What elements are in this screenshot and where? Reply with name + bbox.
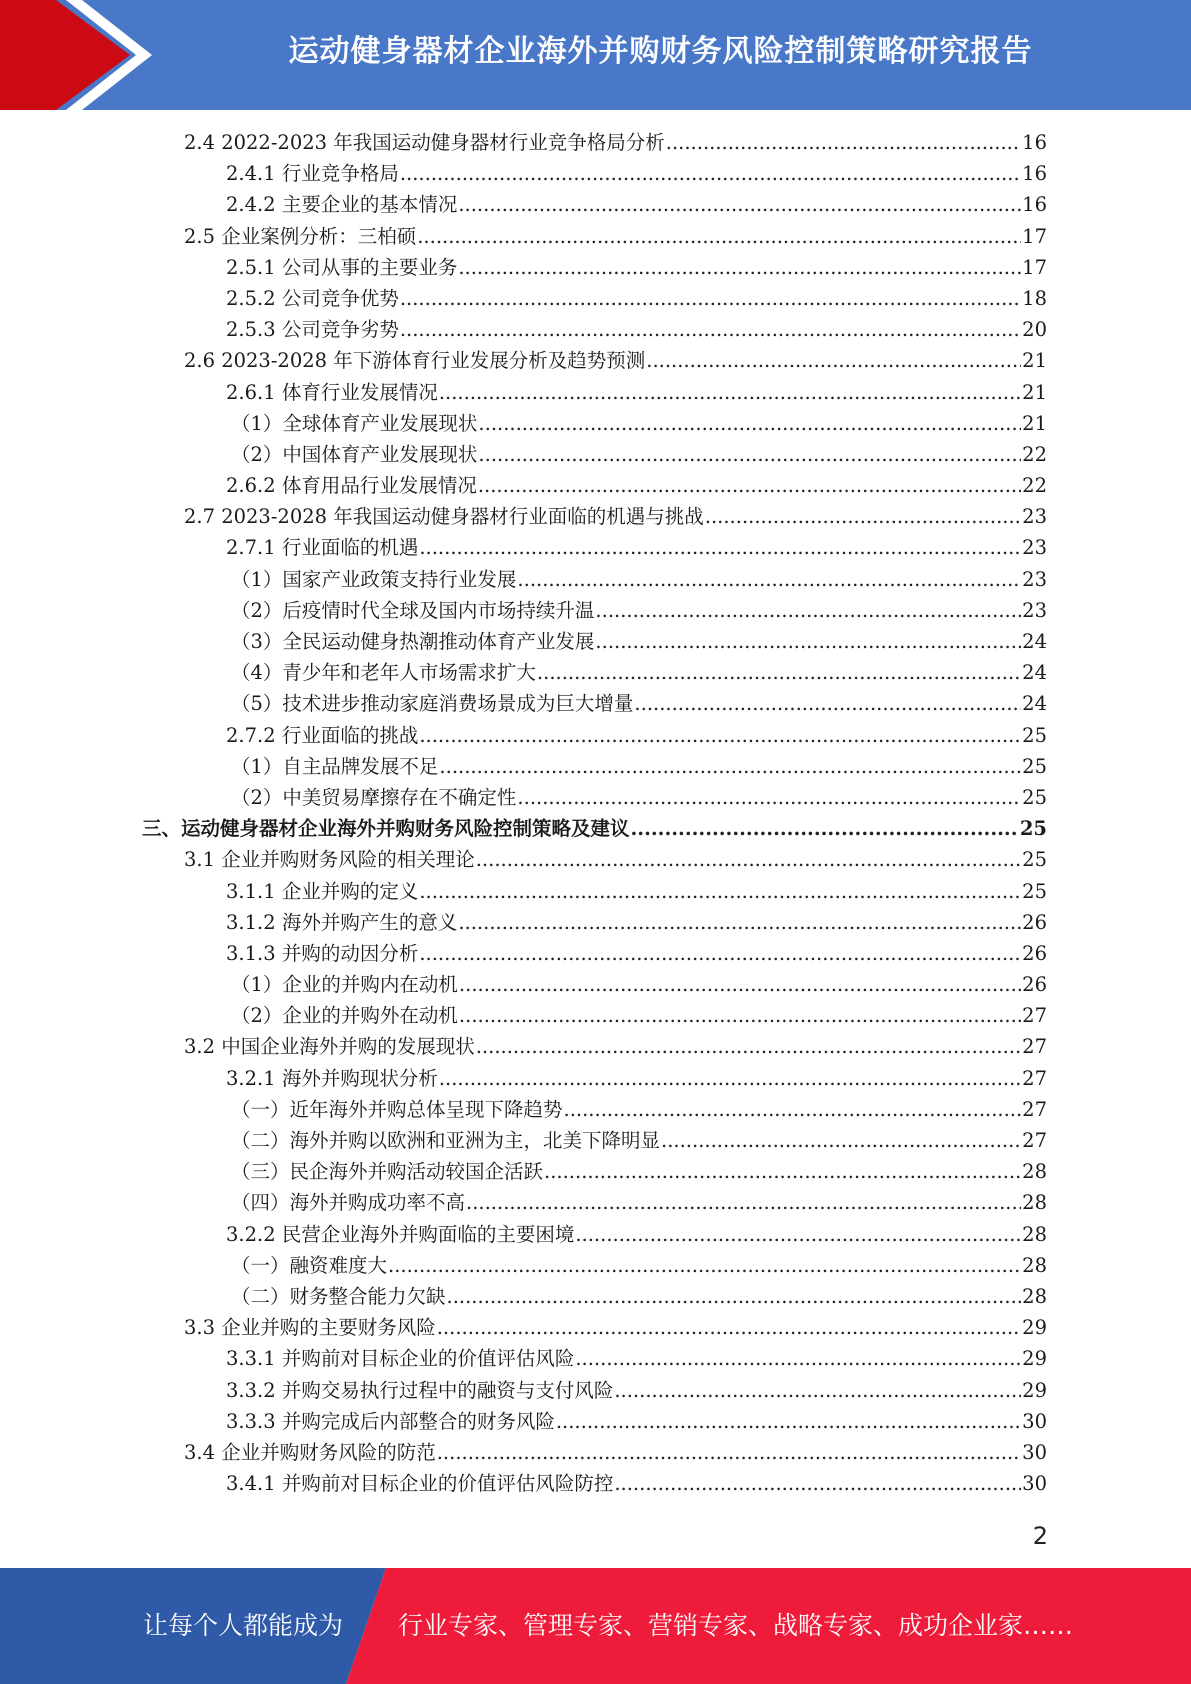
toc-entry-page: 25 (1022, 785, 1047, 809)
toc-entry[interactable] (0, 813, 1191, 844)
toc-dot-leader (419, 532, 1021, 563)
toc-entry[interactable] (0, 127, 1191, 158)
toc-dot-leader (419, 876, 1021, 907)
toc-dot-leader (614, 1375, 1021, 1406)
toc-dot-leader (437, 1312, 1021, 1343)
toc-dot-leader (458, 189, 1021, 220)
toc-dot-leader (466, 1187, 1021, 1218)
toc-entry[interactable] (0, 345, 1191, 376)
toc-entry-page: 25 (1022, 723, 1047, 747)
toc-entry-page: 29 (1022, 1347, 1047, 1371)
toc-entry-page: 28 (1022, 1284, 1047, 1308)
toc-entry[interactable] (0, 1437, 1191, 1468)
report-title: 运动健身器材企业海外并购财务风险控制策略研究报告 (288, 34, 1033, 69)
toc-entry[interactable] (0, 1250, 1191, 1281)
toc-dot-leader (575, 1343, 1021, 1374)
toc-entry-page: 23 (1022, 567, 1047, 591)
toc-dot-leader (666, 127, 1021, 158)
toc-entry-title: （4）青少年和老年人市场需求扩大 (231, 661, 536, 685)
toc-entry-title: （3）全民运动健身热潮推动体育产业发展 (231, 630, 595, 653)
toc-entry[interactable] (0, 252, 1191, 283)
toc-entry-title: （2）企业的并购外在动机 (231, 1004, 458, 1028)
toc-entry-page: 27 (1022, 1129, 1047, 1152)
footer-slogan-left: 让每个人都能成为 (143, 1611, 344, 1640)
toc-dot-leader (478, 439, 1021, 470)
toc-entry-page: 26 (1022, 973, 1047, 997)
toc-entry-page: 25 (1022, 848, 1047, 872)
toc-entry[interactable] (0, 1312, 1191, 1343)
toc-entry-title: 3.1 企业并购财务风险的相关理论 (184, 848, 475, 872)
toc-entry-page: 16 (1022, 131, 1047, 154)
toc-entry-page: 17 (1022, 255, 1047, 279)
toc-entry-page: 23 (1022, 505, 1047, 529)
toc-entry-title: 2.7.1 行业面临的机遇 (226, 536, 419, 560)
toc-entry[interactable] (0, 1063, 1191, 1094)
toc-entry-page: 18 (1022, 286, 1047, 310)
toc-entry-page: 28 (1022, 1191, 1047, 1215)
toc-entry-page: 21 (1022, 411, 1047, 435)
toc-entry-page: 17 (1022, 224, 1047, 248)
page-number: 2 (1032, 1522, 1048, 1550)
toc-entry-page: 23 (1022, 536, 1047, 560)
toc-dot-leader (564, 1094, 1022, 1125)
toc-entry-page: 25 (1019, 817, 1047, 841)
toc-entry-page: 28 (1022, 1222, 1047, 1246)
toc-dot-leader (437, 1437, 1021, 1468)
toc-entry-title: 2.5.1 公司从事的主要业务 (226, 255, 458, 279)
toc-entry-title: 2.5.3 公司竞争劣势 (226, 318, 399, 342)
toc-entry-title: 2.7.2 行业面临的挑战 (226, 723, 419, 747)
toc-entry-page: 30 (1022, 1472, 1047, 1496)
toc-entry-page: 28 (1022, 1253, 1047, 1277)
toc-entry[interactable] (0, 657, 1191, 688)
toc-entry-title: （一）融资难度大 (231, 1253, 388, 1277)
toc-entry-title: （1）自主品牌发展不足 (231, 754, 439, 778)
toc-dot-leader (419, 720, 1021, 751)
toc-entry[interactable] (0, 1156, 1191, 1187)
toc-dot-leader (537, 657, 1021, 688)
toc-entry-page: 30 (1022, 1440, 1047, 1464)
toc-entry-page: 25 (1022, 754, 1047, 778)
toc-entry-title: 3.4.1 并购前对目标企业的价值评估风险防控 (226, 1472, 614, 1496)
toc-entry-title: （1）全球体育产业发展现状 (231, 411, 478, 435)
toc-dot-leader (400, 314, 1021, 345)
toc-entry-title: （三）民企海外并购活动较国企活跃 (231, 1160, 544, 1184)
toc-entry-page: 26 (1022, 941, 1047, 965)
toc-dot-leader (634, 688, 1021, 719)
toc-entry-page: 16 (1022, 162, 1047, 186)
toc-entry[interactable] (0, 1406, 1191, 1437)
toc-entry-title: （2）中国体育产业发展现状 (231, 442, 478, 466)
toc-entry-page: 27 (1022, 1066, 1047, 1090)
toc-dot-leader (459, 969, 1021, 1000)
toc-entry-title: 2.6.2 体育用品行业发展情况 (226, 474, 477, 498)
toc-entry-title: （2）后疫情时代全球及国内市场持续升温 (231, 598, 595, 622)
toc-entry-title: 2.4 2022-2023 年我国运动健身器材行业竞争格局分析 (184, 131, 665, 154)
toc-entry[interactable] (0, 283, 1191, 314)
toc-entry[interactable] (0, 189, 1191, 220)
toc-entry-title: 3.1.3 并购的动因分析 (226, 941, 419, 965)
toc-entry-page: 23 (1022, 598, 1047, 622)
toc-entry[interactable] (0, 377, 1191, 408)
table-of-contents (0, 127, 1191, 1499)
toc-dot-leader (388, 1250, 1021, 1281)
toc-dot-leader (458, 907, 1021, 938)
toc-entry[interactable] (0, 720, 1191, 751)
toc-entry[interactable] (0, 221, 1191, 252)
toc-entry-title: 2.5.2 公司竞争优势 (226, 286, 399, 310)
toc-dot-leader (476, 1031, 1021, 1062)
toc-dot-leader (517, 782, 1021, 813)
toc-dot-leader (439, 1063, 1021, 1094)
toc-dot-leader (517, 564, 1021, 595)
toc-entry[interactable] (0, 408, 1191, 439)
toc-entry[interactable] (0, 969, 1191, 1000)
toc-dot-leader (447, 1281, 1022, 1312)
toc-entry-title: 3.3.2 并购交易执行过程中的融资与支付风险 (226, 1378, 614, 1402)
toc-entry[interactable] (0, 907, 1191, 938)
toc-entry-title: 2.5 企业案例分析：三柏硕 (184, 224, 417, 248)
toc-entry-title: 3.3.3 并购完成后内部整合的财务风险 (226, 1409, 555, 1433)
toc-entry[interactable] (0, 1375, 1191, 1406)
toc-entry-page: 27 (1022, 1097, 1047, 1121)
toc-entry-title: （1）企业的并购内在动机 (231, 973, 458, 997)
toc-entry[interactable] (0, 1281, 1191, 1312)
toc-entry-page: 27 (1022, 1035, 1047, 1059)
toc-entry[interactable] (0, 1219, 1191, 1250)
toc-entry-title: （一）近年海外并购总体呈现下降趋势 (231, 1097, 563, 1121)
toc-entry[interactable] (0, 532, 1191, 563)
toc-entry-title: （二）海外并购以欧洲和亚洲为主，北美下降明显 (231, 1129, 661, 1152)
footer-slogan-right: 行业专家、管理专家、营销专家、战略专家、成功企业家…… (398, 1611, 1074, 1640)
toc-dot-leader (595, 595, 1021, 626)
toc-entry-page: 24 (1022, 661, 1047, 685)
toc-entry[interactable] (0, 1000, 1191, 1031)
toc-entry-title: （5）技术进步推动家庭消费场景成为巨大增量 (231, 692, 634, 716)
toc-entry-page: 22 (1022, 442, 1047, 466)
toc-entry-page: 24 (1022, 692, 1047, 716)
toc-entry-title: 2.6 2023-2028 年下游体育行业发展分析及趋势预测 (184, 349, 646, 373)
toc-entry-page: 16 (1022, 193, 1047, 217)
toc-dot-leader (459, 1000, 1021, 1031)
toc-dot-leader (595, 626, 1021, 657)
toc-entry[interactable] (0, 595, 1191, 626)
page-header (0, 0, 1191, 110)
toc-entry[interactable] (0, 844, 1191, 875)
toc-dot-leader (661, 1125, 1021, 1156)
header-arrow-decoration (0, 0, 160, 110)
toc-entry[interactable] (0, 1125, 1191, 1156)
toc-entry[interactable] (0, 1094, 1191, 1125)
toc-entry[interactable] (0, 314, 1191, 345)
toc-dot-leader (544, 1156, 1021, 1187)
toc-entry-title: 2.4.2 主要企业的基本情况 (226, 193, 458, 217)
toc-entry[interactable] (0, 688, 1191, 719)
toc-dot-leader (646, 345, 1021, 376)
toc-dot-leader (400, 283, 1021, 314)
toc-entry-page: 27 (1022, 1004, 1047, 1028)
toc-entry-page: 30 (1022, 1409, 1047, 1433)
toc-entry-title: （2）中美贸易摩擦存在不确定性 (231, 785, 517, 809)
toc-dot-leader (614, 1468, 1021, 1499)
toc-entry[interactable] (0, 876, 1191, 907)
toc-entry-title: （二）财务整合能力欠缺 (231, 1284, 446, 1308)
toc-entry[interactable] (0, 564, 1191, 595)
toc-entry-title: 2.7 2023-2028 年我国运动健身器材行业面临的机遇与挑战 (184, 505, 704, 529)
toc-entry-page: 21 (1022, 380, 1047, 404)
toc-entry[interactable] (0, 751, 1191, 782)
toc-entry-title: 3.4 企业并购财务风险的防范 (184, 1440, 436, 1464)
toc-entry-title: 3.3.1 并购前对目标企业的价值评估风险 (226, 1347, 575, 1371)
toc-dot-leader (458, 252, 1021, 283)
toc-entry-page: 28 (1022, 1160, 1047, 1184)
toc-entry-title: 3.1.2 海外并购产生的意义 (226, 910, 458, 934)
toc-entry[interactable] (0, 1343, 1191, 1374)
toc-dot-leader (478, 470, 1021, 501)
toc-entry-page: 29 (1022, 1378, 1047, 1402)
toc-entry-title: （四）海外并购成功率不高 (231, 1191, 466, 1215)
toc-entry[interactable] (0, 470, 1191, 501)
toc-entry[interactable] (0, 501, 1191, 532)
toc-entry-title: 3.2 中国企业海外并购的发展现状 (184, 1035, 475, 1059)
toc-dot-leader (575, 1219, 1021, 1250)
toc-entry[interactable] (0, 938, 1191, 969)
toc-entry-page: 22 (1022, 474, 1047, 498)
toc-dot-leader (705, 501, 1021, 532)
toc-entry[interactable] (0, 1187, 1191, 1218)
toc-dot-leader (631, 813, 1019, 844)
toc-dot-leader (419, 938, 1021, 969)
toc-dot-leader (476, 844, 1021, 875)
toc-entry-title: 3.2.2 民营企业海外并购面临的主要困境 (226, 1222, 575, 1246)
toc-entry-page: 25 (1022, 879, 1047, 903)
toc-entry-page: 26 (1022, 910, 1047, 934)
toc-entry[interactable] (0, 626, 1191, 657)
toc-dot-leader (439, 751, 1021, 782)
toc-entry-title: 三、运动健身器材企业海外并购财务风险控制策略及建议 (142, 817, 630, 841)
page-footer (0, 1568, 1191, 1684)
toc-entry-title: （1）国家产业政策支持行业发展 (231, 567, 517, 591)
toc-entry[interactable] (0, 782, 1191, 813)
toc-entry-page: 29 (1022, 1316, 1047, 1340)
toc-dot-leader (478, 408, 1021, 439)
toc-entry[interactable] (0, 158, 1191, 189)
toc-dot-leader (439, 377, 1021, 408)
toc-dot-leader (417, 221, 1021, 252)
toc-entry-title: 3.2.1 海外并购现状分析 (226, 1066, 438, 1090)
toc-entry[interactable] (0, 439, 1191, 470)
toc-entry-title: 2.4.1 行业竞争格局 (226, 162, 399, 186)
toc-entry-page: 21 (1022, 349, 1047, 373)
toc-entry-title: 3.1.1 企业并购的定义 (226, 879, 419, 903)
toc-entry[interactable] (0, 1031, 1191, 1062)
toc-entry-page: 24 (1022, 630, 1047, 653)
toc-entry-page: 20 (1022, 318, 1047, 342)
toc-entry-title: 2.6.1 体育行业发展情况 (226, 380, 438, 404)
toc-dot-leader (556, 1406, 1021, 1437)
toc-entry-title: 3.3 企业并购的主要财务风险 (184, 1316, 436, 1340)
toc-entry[interactable] (0, 1468, 1191, 1499)
toc-dot-leader (400, 158, 1021, 189)
